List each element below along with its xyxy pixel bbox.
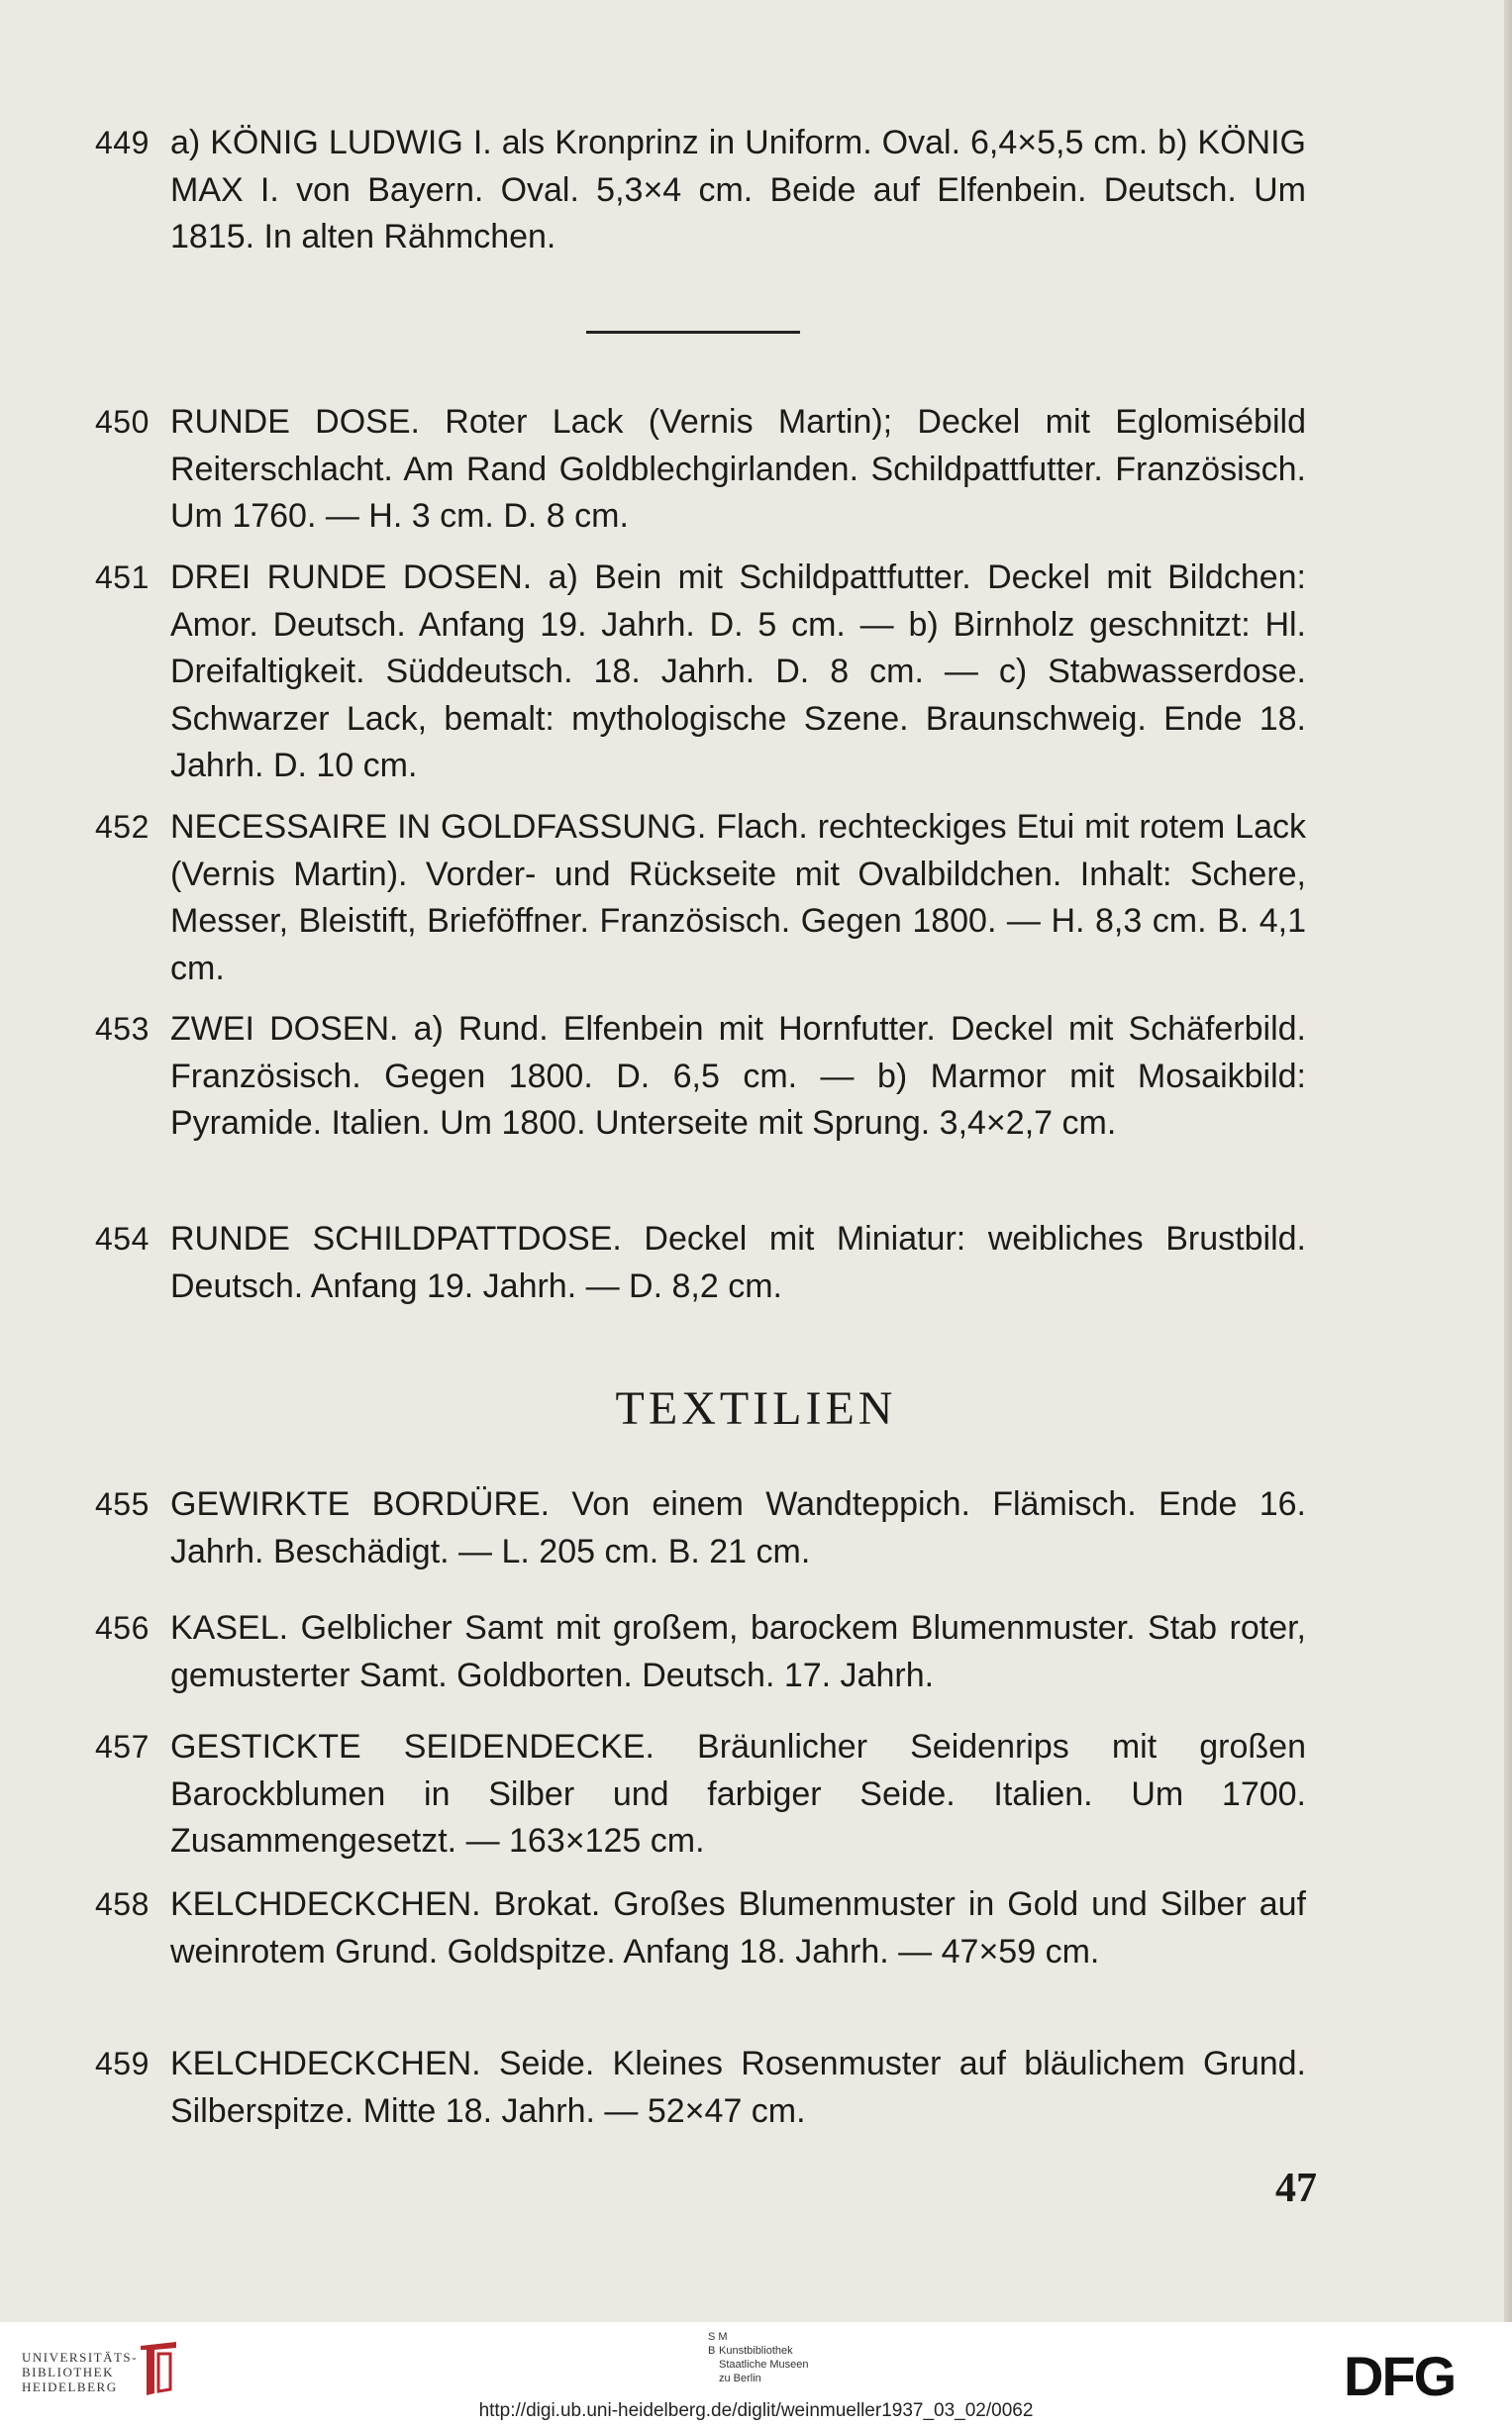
page-url-link[interactable]: http://digi.ub.uni-heidelberg.de/diglit/weinmueller1937_03_02/0062 [478,2400,1034,2421]
entry-text: NECESSAIRE IN GOLDFASSUNG. Flach. rechteckiges Etui mit rotem Lack (Vernis Martin). Vorder- und Rückseite mit Ovalbildchen. Inhalt: Schere, Messer, Bleistift, Brieföffner. Französisch. Gegen 1800. — H. 8,3 cm. B. 4,1 cm. [170,808,1306,987]
entry-number: 450 [95,404,150,440]
university-line: UNIVERSITÄTS- [22,2350,138,2365]
university-line: BIBLIOTHEK [22,2365,114,2379]
entry-number: 458 [95,1886,150,1922]
entry-number: 449 [95,125,150,160]
separator-rule [586,331,800,334]
entry-number: 454 [95,1221,150,1257]
section-heading: TEXTILIEN [615,1382,897,1435]
entry-number: 452 [95,809,150,845]
museum-line: zu Berlin [719,2373,761,2384]
entry-text: GEWIRKTE BORDÜRE. Von einem Wandteppich. Flämisch. Ende 16. Jahrh. Beschädigt. — L. 205 cm. B. 21 cm. [170,1485,1306,1570]
entry-number: 457 [95,1729,150,1765]
entry-text: RUNDE SCHILDPATTDOSE. Deckel mit Miniatur: weibliches Brustbild. Deutsch. Anfang 19. Jahrh. — D. 8,2 cm. [170,1220,1306,1305]
museum-name[interactable] [719,2344,809,2385]
entry-text: RUNDE DOSE. Roter Lack (Vernis Martin); Deckel mit Eglomisébild Reiterschlacht. Am Rand Goldblechgirlanden. Schildpattfutter. Französisch. Um 1760. — H. 3 cm. D. 8 cm. [170,403,1306,535]
entry-text: ZWEI DOSEN. a) Rund. Elfenbein mit Hornfutter. Deckel mit Schäferbild. Französisch. Gegen 1800. D. 6,5 cm. — b) Marmor mit Mosaikbild: Pyramide. Italien. Um 1800. Unterseite mit Sprung. 3,4×2,7 cm. [170,1010,1306,1142]
university-library-logo-icon[interactable] [137,2338,182,2401]
university-line: HEIDELBERG [22,2379,118,2394]
museum-line: Staatliche Museen [719,2359,809,2371]
entry-text: DREI RUNDE DOSEN. a) Bein mit Schildpattfutter. Deckel mit Bildchen: Amor. Deutsch. Anfang 19. Jahrh. D. 5 cm. — b) Birnholz geschnitzt: Hl. Dreifaltigkeit. Süddeutsch. 18. Jahrh. D. 8 cm. — c) Stabwasserdose. Schwarzer Lack, bemalt: mythologische Szene. Braunschweig. Ende 18. Jahrh. D. 10 cm. [170,558,1306,784]
entry-number: 451 [95,559,150,595]
university-library-name[interactable] [22,2350,138,2394]
museum-logo: S M B [708,2331,728,2357]
dfg-logo[interactable]: DFG [1344,2345,1456,2407]
museum-line: Kunstbibliothek [719,2345,793,2357]
entry-number: 453 [95,1011,150,1047]
entry-text: GESTICKTE SEIDENDECKE. Bräunlicher Seidenrips mit großen Barockblumen in Silber und farbiger Seide. Italien. Um 1700. Zusammengesetzt. — 163×125 cm. [170,1728,1306,1860]
page-number: 47 [1275,2166,1317,2211]
entry-number: 455 [95,1486,150,1522]
viewer-footer [0,2322,1512,2428]
entry-text: a) KÖNIG LUDWIG I. als Kronprinz in Uniform. Oval. 6,4×5,5 cm. b) KÖNIG MAX I. von Bayern. Oval. 5,3×4 cm. Beide auf Elfenbein. Deutsch. Um 1815. In alten Rähmchen. [170,124,1306,255]
entry-text: KASEL. Gelblicher Samt mit großem, barockem Blumenmuster. Stab roter, gemusterter Samt. Goldborten. Deutsch. 17. Jahrh. [170,1609,1306,1694]
entry-text: KELCHDECKCHEN. Seide. Kleines Rosenmuster auf bläulichem Grund. Silberspitze. Mitte 18. Jahrh. — 52×47 cm. [170,2045,1306,2130]
entry-text: KELCHDECKCHEN. Brokat. Großes Blumenmuster in Gold und Silber auf weinrotem Grund. Goldspitze. Anfang 18. Jahrh. — 47×59 cm. [170,1885,1306,1971]
entry-number: 456 [95,1610,150,1646]
entry-number: 459 [95,2046,150,2081]
